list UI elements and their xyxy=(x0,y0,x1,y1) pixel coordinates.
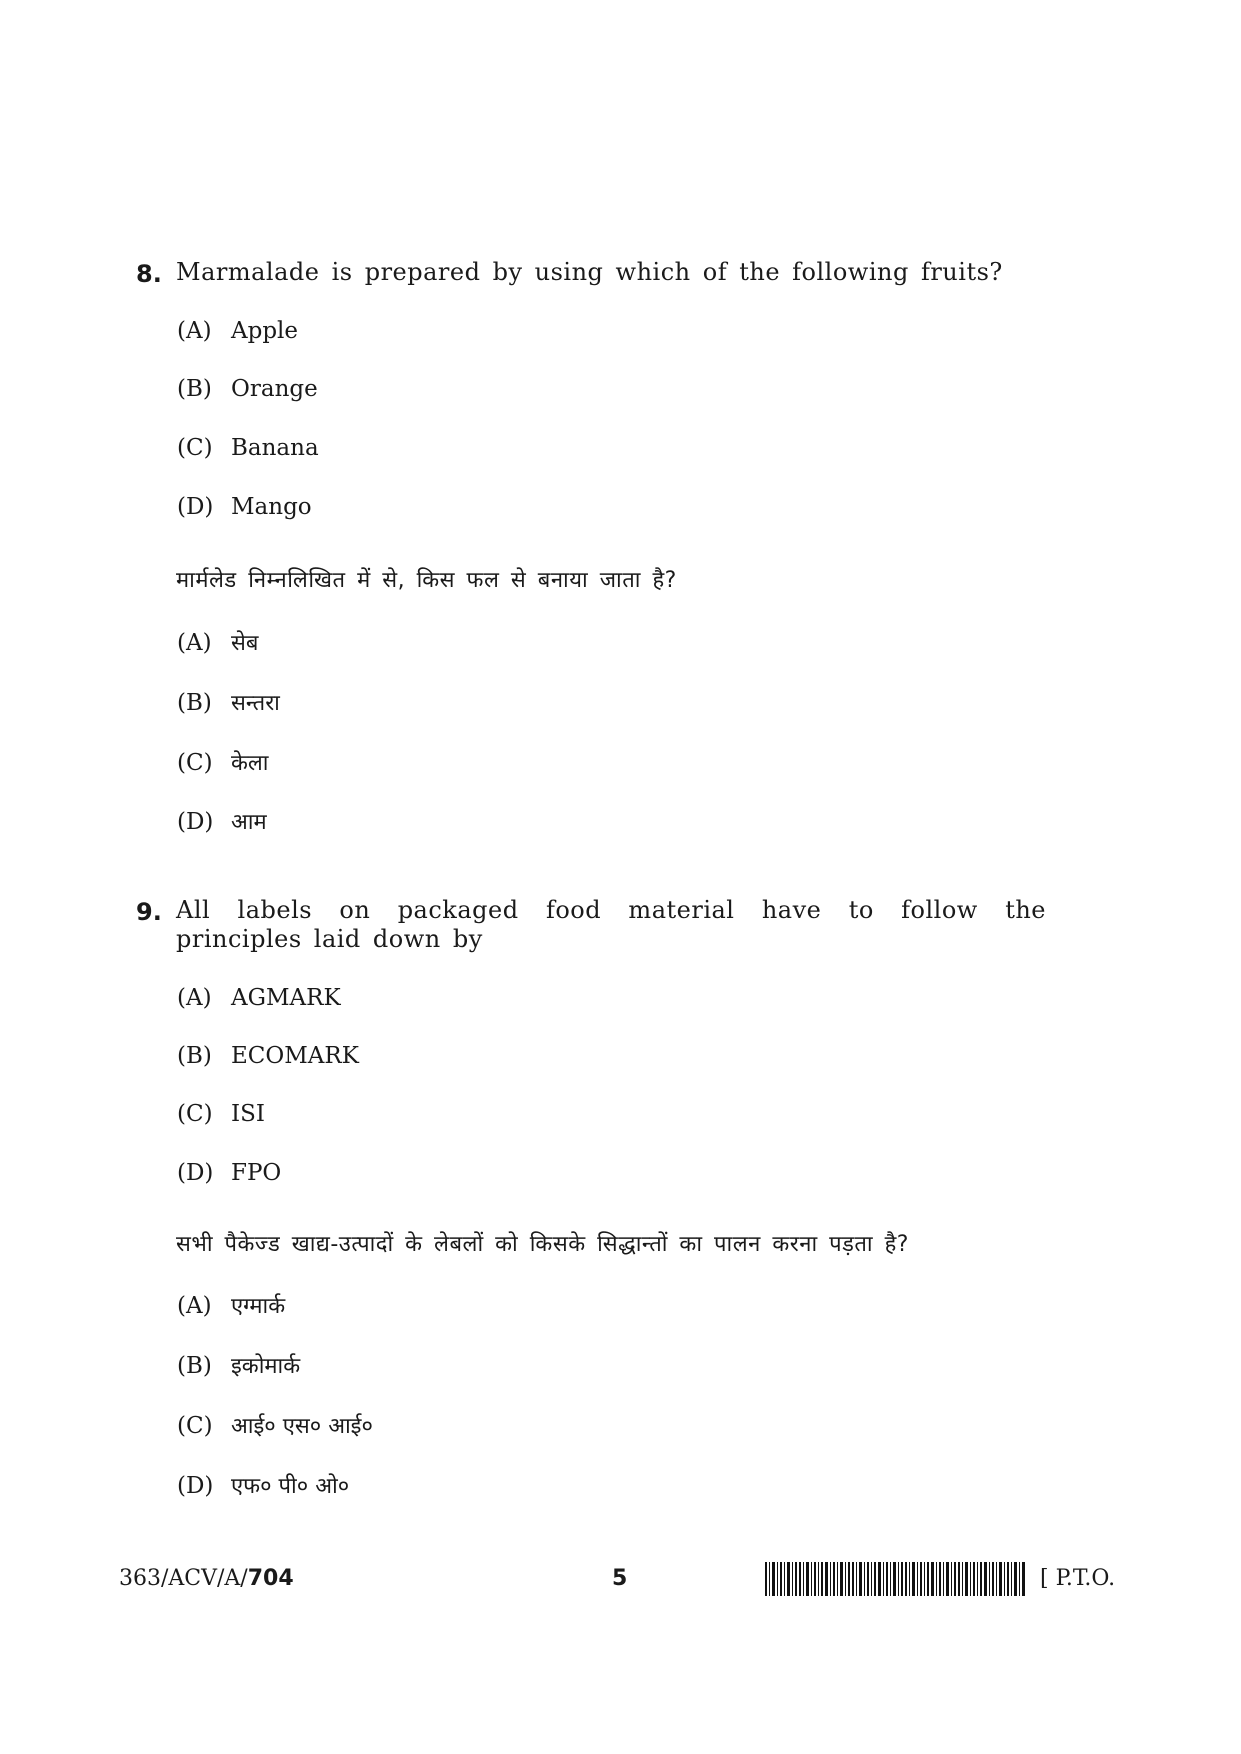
option-label: (C) xyxy=(177,1413,213,1439)
option-b-english xyxy=(177,376,318,402)
option-label: (A) xyxy=(177,1293,212,1319)
option-label: (D) xyxy=(177,809,214,835)
question-text-english: All labels on packaged food material have to follow the principles laid down by xyxy=(176,896,1046,953)
paper-code-number: 704 xyxy=(247,1566,294,1591)
option-a-hindi xyxy=(177,1290,285,1320)
option-d-hindi xyxy=(177,806,267,836)
page-number: 5 xyxy=(612,1566,628,1591)
option-text: ECOMARK xyxy=(231,1043,359,1069)
option-d-english xyxy=(177,494,312,520)
option-label: (A) xyxy=(177,985,212,1011)
option-text: आई० एस० आई० xyxy=(231,1414,373,1439)
option-c-english xyxy=(177,1101,265,1127)
option-text: Mango xyxy=(231,494,312,520)
question-text-hindi: मार्मलेड निम्नलिखित में से, किस फल से बनाया जाता है? xyxy=(176,568,677,593)
option-text: एफ० पी० ओ० xyxy=(231,1474,350,1499)
option-d-english xyxy=(177,1160,281,1186)
option-label: (C) xyxy=(177,435,213,461)
option-b-hindi xyxy=(177,687,280,717)
option-c-hindi xyxy=(177,747,269,777)
option-label: (C) xyxy=(177,1101,213,1127)
option-text: Orange xyxy=(231,376,318,402)
option-a-hindi xyxy=(177,627,258,657)
option-label: (D) xyxy=(177,1160,214,1186)
paper-code-prefix: 363/ACV/A/ xyxy=(119,1566,248,1591)
option-d-hindi xyxy=(177,1470,349,1500)
option-text: केला xyxy=(231,751,269,776)
option-a-english xyxy=(177,985,341,1011)
question-text-english: Marmalade is prepared by using which of the following fruits? xyxy=(176,258,1003,286)
page-footer xyxy=(0,1562,1241,1602)
option-label: (B) xyxy=(177,1353,212,1379)
option-label: (A) xyxy=(177,630,212,656)
option-text: आम xyxy=(231,810,267,835)
question-text-hindi: सभी पैकेज्ड खाद्य-उत्पादों के लेबलों को किसके सिद्धान्तों का पालन करना पड़ता है? xyxy=(176,1232,909,1257)
question-number: 8. xyxy=(136,260,162,288)
option-text: FPO xyxy=(231,1160,282,1186)
option-label: (D) xyxy=(177,494,214,520)
option-c-hindi xyxy=(177,1410,373,1440)
question-number: 9. xyxy=(136,898,162,926)
please-turn-over: [ P.T.O. xyxy=(1040,1566,1116,1591)
option-b-hindi xyxy=(177,1350,300,1380)
option-c-english xyxy=(177,435,319,461)
option-text: इकोमार्क xyxy=(231,1354,301,1379)
paper-code xyxy=(119,1566,294,1591)
option-label: (B) xyxy=(177,690,212,716)
option-text: Banana xyxy=(231,435,319,461)
option-label: (B) xyxy=(177,1043,212,1069)
option-text: सन्तरा xyxy=(231,691,280,716)
option-text: Apple xyxy=(231,318,299,344)
option-text: एग्मार्क xyxy=(231,1294,286,1319)
option-b-english xyxy=(177,1043,359,1069)
option-text: AGMARK xyxy=(231,985,341,1011)
option-label: (A) xyxy=(177,318,212,344)
option-text: सेब xyxy=(231,631,259,656)
option-label: (B) xyxy=(177,376,212,402)
option-label: (C) xyxy=(177,750,213,776)
option-a-english xyxy=(177,318,298,344)
option-label: (D) xyxy=(177,1473,214,1499)
barcode-icon xyxy=(765,1562,1025,1596)
option-text: ISI xyxy=(231,1101,265,1127)
